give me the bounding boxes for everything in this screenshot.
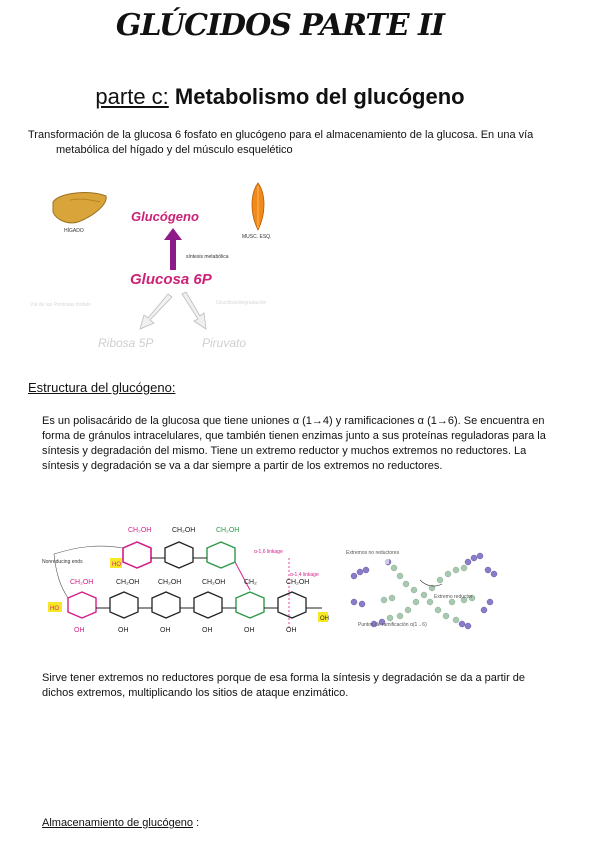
particle-branch-label: Puntos de ramificación α(1→6) xyxy=(358,622,427,628)
glycogen-chain-figure xyxy=(40,518,340,638)
liver-image xyxy=(50,190,110,228)
oh-label: OH xyxy=(160,627,171,634)
ch2oh-label: CH₂OH xyxy=(216,527,240,534)
muscle-image xyxy=(246,182,270,232)
link14-label: α-1,4 linkage xyxy=(290,572,319,578)
nonreducing-label: Nonreducing ends xyxy=(42,559,83,565)
link16-label: α-1,6 linkage xyxy=(254,549,283,555)
storage-heading-colon: : xyxy=(196,817,200,829)
ho-label: HO xyxy=(50,606,59,612)
glycogen-label: Glucógeno xyxy=(131,209,199,224)
ch2oh-label: CH₂OH xyxy=(158,579,182,586)
particle-reducing-label: Extremo reductor xyxy=(434,594,473,600)
right-faint-note: Glucólisis/degradación xyxy=(216,300,267,306)
glucose6p-label: Glucosa 6P xyxy=(130,271,212,288)
synthesis-arrow xyxy=(163,227,183,271)
arrow-note: síntesis metabólica xyxy=(186,254,229,260)
subtitle-main: Metabolismo del glucógeno xyxy=(174,84,465,109)
muscle-label: MUSC. ESQ. xyxy=(242,234,272,240)
particle-nonreducing-label: Extremos no reductores xyxy=(346,550,400,556)
structure-heading: Estructura del glucógeno: xyxy=(28,380,176,395)
page-title: GLÚCIDOS PARTE II xyxy=(115,8,445,43)
oh-label: OH xyxy=(202,627,213,634)
ch2-label: CH₂ xyxy=(244,579,257,586)
intro-line-2: metabólica del hígado y del músculo esquelético xyxy=(56,144,293,156)
ch2oh-label: CH₂OH xyxy=(172,527,196,534)
sirve-paragraph: Sirve tener extremos no reductores porque de esa forma la síntesis y degradación se da a partir de dichos extremos, multiplicando los sitios de ataque enzimático. xyxy=(42,672,526,699)
intro-line-1: Transformación de la glucosa 6 fosfato en glucógeno para el almacenamiento de la glucosa. En una vía xyxy=(28,129,534,141)
left-faint-note: Vía de las Pentosas fosfato xyxy=(30,302,91,308)
storage-heading-text: Almacenamiento de glucógeno xyxy=(42,817,194,829)
upper-chain xyxy=(123,542,235,568)
pyruvate-label: Piruvato xyxy=(202,336,247,350)
oh-label: OH xyxy=(286,627,297,634)
ribose-label: Ribosa 5P xyxy=(98,336,154,350)
oh-label: OH xyxy=(74,627,85,634)
oh-label: OH xyxy=(118,627,129,634)
storage-heading xyxy=(42,817,199,829)
ch2oh-label: CH₂OH xyxy=(128,527,152,534)
subtitle-lead: parte c: xyxy=(95,84,169,109)
liver-label: HÍGADO xyxy=(64,228,84,234)
ch2oh-label: CH₂OH xyxy=(202,579,226,586)
ch2oh-label: CH₂OH xyxy=(70,579,94,586)
ch2oh-label: CH₂OH xyxy=(286,579,310,586)
pathway-diagram xyxy=(28,178,328,358)
oh-label: OH xyxy=(320,616,329,622)
glycogen-particle-figure xyxy=(344,540,504,640)
section-subtitle xyxy=(0,84,560,110)
ch2oh-label: CH₂OH xyxy=(116,579,140,586)
lower-chain xyxy=(68,562,322,618)
oh-label: OH xyxy=(244,627,255,634)
intro-paragraph xyxy=(28,128,573,158)
branch-arrows xyxy=(128,292,218,334)
ho-label: HO xyxy=(112,562,121,568)
structure-paragraph: Es un polisacárido de la glucosa que tiene uniones α (1→4) y ramificaciones α (1→6). Se encuentra en forma de gránulos intracelulares, que también tienen enzimas junto a sus proteínas reguladoras para la síntesis y degradación del mismo. Tiene un extremo reductor y muchos extremos no reductores. La síntesis y degradación se va a dar siempre a partir de los extremos no reductores. xyxy=(42,415,546,472)
